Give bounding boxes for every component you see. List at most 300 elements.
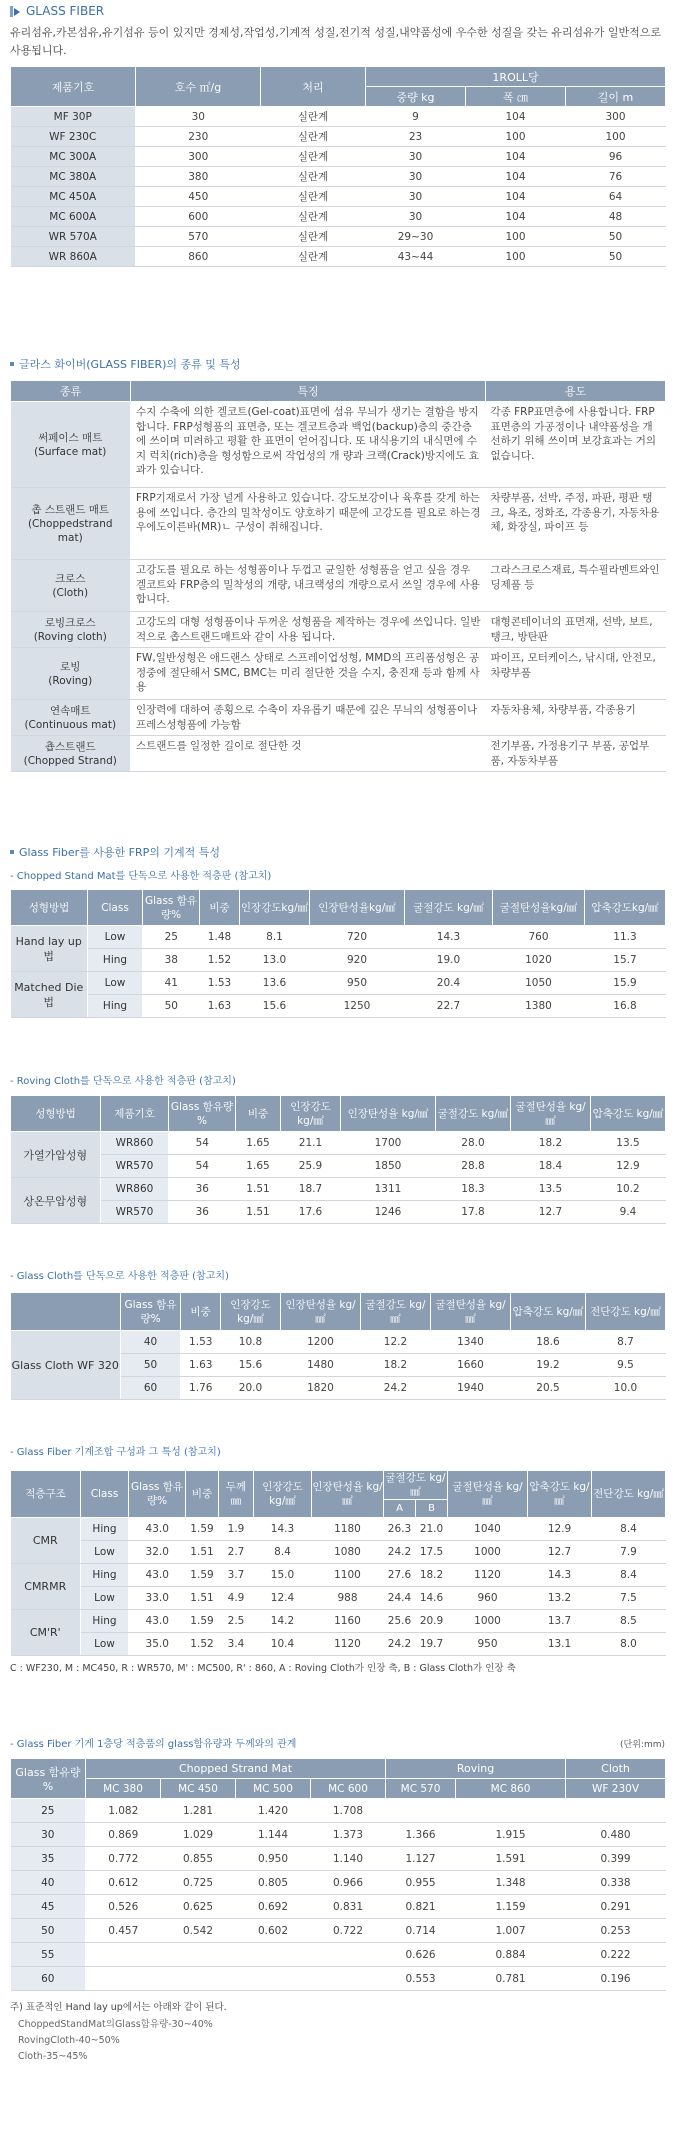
- column-header: 인장강도kg/㎟: [240, 890, 310, 926]
- product-code: MC 380A: [11, 167, 136, 187]
- table-cell: 1.366: [386, 1823, 456, 1847]
- table-cell: 실란계: [261, 147, 366, 167]
- type-use: 파이프, 모터케이스, 낚시대, 안전모, 차량부품: [486, 648, 666, 700]
- table-cell: 28.0: [436, 1132, 511, 1155]
- method-label: 가열가압성형: [11, 1132, 101, 1178]
- table-cell: 1.59: [186, 1564, 219, 1587]
- table-cell: 1.127: [386, 1847, 456, 1871]
- table-cell: 988: [312, 1587, 384, 1610]
- column-header: 비중: [186, 1471, 219, 1518]
- table-row: [11, 949, 666, 972]
- table-row: [11, 1564, 666, 1587]
- table-cell: Low: [81, 1541, 129, 1564]
- table-cell: 실란계: [261, 227, 366, 247]
- table-cell: Hing: [81, 1564, 129, 1587]
- table-row: [11, 1967, 666, 1991]
- table-cell: 1.51: [186, 1587, 219, 1610]
- table-cell: 1.65: [236, 1132, 281, 1155]
- table-cell: 1.9: [219, 1518, 254, 1541]
- table-cell: 1.59: [186, 1518, 219, 1541]
- table-cell: 104: [466, 167, 566, 187]
- table-row: [11, 1541, 666, 1564]
- column-header: 성형방법: [11, 1096, 101, 1132]
- bullet-icon: [10, 850, 14, 854]
- column-header: [11, 1293, 121, 1331]
- table-cell: 1.52: [186, 1633, 219, 1656]
- column-header: 비중: [200, 890, 240, 926]
- type-name: 써페이스 매트 (Surface mat): [11, 402, 131, 488]
- th-glass-content: Glass 함유량 %: [11, 1759, 86, 1799]
- table-row: [11, 1823, 666, 1847]
- table-row: [11, 247, 666, 267]
- table-cell: 1200: [281, 1331, 361, 1354]
- th-feature: 특징: [131, 381, 486, 402]
- table-cell: 14.6: [416, 1587, 448, 1610]
- table-cell: [161, 1967, 236, 1991]
- column-header: 적층구조: [11, 1471, 81, 1518]
- table-cell: 18.7: [281, 1178, 341, 1201]
- table-cell: 1.59: [186, 1610, 219, 1633]
- table-cell: 0.553: [386, 1967, 456, 1991]
- table-cell: 1480: [281, 1354, 361, 1377]
- table-cell: 14.3: [254, 1518, 312, 1541]
- table-cell: 50: [143, 995, 200, 1018]
- type-feature: 수지 수축에 의한 겔코트(Gel-coat)표면에 섬유 무늬가 생기는 결함을 방지합니다. FRP성형품의 표면층, 또는 겔코트층과 백업(backup)층의 중간층에 쓰이며 미려하고 평활 한 표면이 얻어집니다. 또 내식용기의 내식면에 수지 럭치(rich)층을 형성함으로써 작업성의 개 량과 크랙(Crack)방지에도 효과가 있습니다.: [131, 402, 486, 488]
- table-cell: 920: [310, 949, 405, 972]
- table-cell: 0.253: [566, 1919, 666, 1943]
- type-use: 대형콘테이너의 표면재, 선박, 보트, 탱크, 방탄판: [486, 612, 666, 648]
- table-cell: 40: [11, 1871, 86, 1895]
- table-cell: 0.612: [86, 1871, 161, 1895]
- bullet-icon: [10, 362, 14, 366]
- method-label: Matched Die법: [11, 972, 88, 1018]
- table-row: [11, 107, 666, 127]
- table-row: [11, 972, 666, 995]
- table-cell: 12.9: [591, 1155, 666, 1178]
- table-cell: 8.4: [254, 1541, 312, 1564]
- type-name: 춉스트랜드 (Chopped Strand): [11, 736, 131, 772]
- table-cell: 100: [466, 247, 566, 267]
- table-cell: 35: [11, 1847, 86, 1871]
- th-count: 호수 ㎡/g: [136, 67, 261, 107]
- table-cell: 300: [136, 147, 261, 167]
- type-use: 전기부품, 가정용기구 부품, 공업부품, 자동차부품: [486, 736, 666, 772]
- table-cell: 26.3: [384, 1518, 416, 1541]
- column-header: 두께 ㎜: [219, 1471, 254, 1518]
- table-cell: 1.76: [181, 1377, 221, 1400]
- table-cell: 1.708: [311, 1799, 386, 1823]
- table-cell: 8.4: [592, 1564, 666, 1587]
- table-row: [11, 402, 666, 488]
- table-row: [11, 147, 666, 167]
- thickness-section: [10, 1735, 665, 2065]
- table-cell: 실란계: [261, 187, 366, 207]
- table-cell: 18.2: [416, 1564, 448, 1587]
- th-width: 폭 ㎝: [466, 87, 566, 107]
- type-use: 각종 FRP표면층에 사용합니다. FRP표면층의 가공정이나 내약품성을 개선하기 위해 쓰이며 보강효과는 거의 없습니다.: [486, 402, 666, 488]
- th-treat: 처리: [261, 67, 366, 107]
- table-cell: 0.966: [311, 1871, 386, 1895]
- table-cell: 600: [136, 207, 261, 227]
- column-header: MC 380: [86, 1779, 161, 1799]
- table-cell: Low: [88, 972, 143, 995]
- table-cell: 8.1: [240, 926, 310, 949]
- table-cell: 0.399: [566, 1847, 666, 1871]
- table-cell: 18.2: [361, 1354, 431, 1377]
- table-cell: 50: [566, 247, 666, 267]
- mechanical-section: [10, 844, 665, 1018]
- table-cell: 1.65: [236, 1155, 281, 1178]
- th-length: 길이 m: [566, 87, 666, 107]
- table-cell: 2.5: [219, 1610, 254, 1633]
- table-cell: 25: [143, 926, 200, 949]
- column-header: 인장강도 kg/㎟: [281, 1096, 341, 1132]
- table-cell: 9: [366, 107, 466, 127]
- table-cell: 43.0: [129, 1610, 186, 1633]
- table-cell: 8.7: [586, 1331, 666, 1354]
- column-header: Class: [81, 1471, 129, 1518]
- column-header: 비중: [236, 1096, 281, 1132]
- column-header: MC 600: [311, 1779, 386, 1799]
- th-roving: Roving: [386, 1759, 566, 1779]
- table-cell: 16.8: [585, 995, 666, 1018]
- table-cell: 30: [366, 207, 466, 227]
- table-cell: 570: [136, 227, 261, 247]
- table-cell: WR860: [101, 1132, 169, 1155]
- th-weight: 중량 kg: [366, 87, 466, 107]
- column-header: 성형방법: [11, 890, 88, 926]
- combination-note: C : WF230, M : MC450, R : WR570, M' : MC500, R' : 860, A : Roving Cloth가 인장 축, B : Glass Cloth가 인장 축: [10, 1663, 516, 1674]
- roving-cloth-section: [10, 1072, 665, 1224]
- table-cell: 27.6: [384, 1564, 416, 1587]
- table-cell: 0.692: [236, 1895, 311, 1919]
- table-cell: 1.348: [456, 1871, 566, 1895]
- table-cell: 1000: [448, 1541, 528, 1564]
- table-cell: 실란계: [261, 127, 366, 147]
- table-cell: 1000: [448, 1610, 528, 1633]
- table-cell: 8.0: [592, 1633, 666, 1656]
- thickness-subtitle: - Glass Fiber 기게 1층당 적층품의 glass함유량과 두께와의 관계: [10, 1739, 297, 1750]
- table-cell: 30: [366, 167, 466, 187]
- table-cell: 14.2: [254, 1610, 312, 1633]
- table-cell: 0.772: [86, 1847, 161, 1871]
- table-cell: 50: [566, 227, 666, 247]
- table-cell: 19.7: [416, 1633, 448, 1656]
- column-header: 인장강도 kg/㎟: [221, 1293, 281, 1331]
- column-header: 압축강도kg/㎟: [585, 890, 666, 926]
- table-cell: 15.6: [240, 995, 310, 1018]
- table-cell: 0.855: [161, 1847, 236, 1871]
- type-name: 연속매트 (Continuous mat): [11, 700, 131, 736]
- table-cell: 13.6: [240, 972, 310, 995]
- table-cell: 14.3: [405, 926, 493, 949]
- combination-subtitle: - Glass Fiber 기계조합 구성과 그 특성 (참고치): [10, 1447, 221, 1458]
- column-header: 인장탄성율 kg/㎟: [341, 1096, 436, 1132]
- table-cell: [86, 1967, 161, 1991]
- table-cell: 100: [566, 127, 666, 147]
- table-cell: 0.457: [86, 1919, 161, 1943]
- table-cell: 0.338: [566, 1871, 666, 1895]
- table-cell: 1180: [312, 1518, 384, 1541]
- column-header: 굴절탄성율 kg/㎟: [431, 1293, 511, 1331]
- table-cell: 1.915: [456, 1823, 566, 1847]
- table-row: [11, 167, 666, 187]
- column-header: 인장탄성율kg/㎟: [310, 890, 405, 926]
- cloth-label: Glass Cloth WF 320: [11, 1331, 121, 1400]
- table-cell: 22.7: [405, 995, 493, 1018]
- table-cell: 0.714: [386, 1919, 456, 1943]
- table-cell: 10.4: [254, 1633, 312, 1656]
- product-code: MC 300A: [11, 147, 136, 167]
- table-cell: 76: [566, 167, 666, 187]
- table-cell: [161, 1943, 236, 1967]
- table-row: [11, 1518, 666, 1541]
- th-code: 제품기호: [11, 67, 136, 107]
- table-cell: 1.007: [456, 1919, 566, 1943]
- table-cell: 0.222: [566, 1943, 666, 1967]
- table-row: [11, 1633, 666, 1656]
- table-cell: 33.0: [129, 1587, 186, 1610]
- table-cell: 300: [566, 107, 666, 127]
- table-cell: 13.0: [240, 949, 310, 972]
- note-line: RovingCloth-40~50%: [18, 2035, 120, 2046]
- mechanical-title: Glass Fiber를 사용한 FRP의 기계적 특성: [10, 844, 665, 860]
- table-cell: 0.480: [566, 1823, 666, 1847]
- table-cell: 55: [11, 1943, 86, 1967]
- table-cell: 30: [366, 147, 466, 167]
- table-cell: 1.51: [236, 1178, 281, 1201]
- table-cell: 1940: [431, 1377, 511, 1400]
- column-header: 굴절강도 kg/㎟: [385, 1472, 446, 1498]
- structure-label: CM'R': [11, 1610, 81, 1656]
- type-use: 그라스크로스재료, 특수필라멘트와인딩제품 등: [486, 560, 666, 612]
- column-header: 굴절탄성율kg/㎟: [493, 890, 585, 926]
- table-cell: 8.4: [592, 1518, 666, 1541]
- table-cell: 1.51: [236, 1201, 281, 1224]
- table-row: [11, 612, 666, 648]
- table-cell: 950: [448, 1633, 528, 1656]
- column-header: A: [384, 1500, 416, 1518]
- table-cell: 15.9: [585, 972, 666, 995]
- table-cell: [311, 1967, 386, 1991]
- table-cell: 1246: [341, 1201, 436, 1224]
- table-cell: 0.950: [236, 1847, 311, 1871]
- table-cell: 25.6: [384, 1610, 416, 1633]
- table-cell: 38: [143, 949, 200, 972]
- table-row: [11, 227, 666, 247]
- table-row: [11, 995, 666, 1018]
- table-row: [11, 1178, 666, 1201]
- table-cell: 104: [466, 107, 566, 127]
- method-label: 상온무압성형: [11, 1178, 101, 1224]
- column-header: 굴절강도 kg/㎟: [405, 890, 493, 926]
- column-header: B: [416, 1500, 448, 1518]
- table-cell: 15.0: [254, 1564, 312, 1587]
- roving-table: [10, 1095, 666, 1224]
- table-cell: 1380: [493, 995, 585, 1018]
- table-cell: 3.7: [219, 1564, 254, 1587]
- table-cell: 1.029: [161, 1823, 236, 1847]
- column-header: 인장탄성율 kg/㎟: [281, 1293, 361, 1331]
- table-cell: Hing: [81, 1518, 129, 1541]
- table-cell: 0.602: [236, 1919, 311, 1943]
- table-cell: 15.6: [221, 1354, 281, 1377]
- product-table: [10, 66, 666, 267]
- table-cell: Hing: [88, 995, 143, 1018]
- table-cell: 20.5: [511, 1377, 586, 1400]
- table-cell: 1160: [312, 1610, 384, 1633]
- table-cell: 13.5: [511, 1178, 591, 1201]
- column-header: MC 570: [386, 1779, 456, 1799]
- table-cell: 30: [136, 107, 261, 127]
- table-row: [11, 207, 666, 227]
- table-cell: 1120: [448, 1564, 528, 1587]
- table-cell: 24.2: [384, 1541, 416, 1564]
- type-name: 크로스 (Cloth): [11, 560, 131, 612]
- table-cell: 24.2: [361, 1377, 431, 1400]
- column-header: Glass 함유량%: [129, 1471, 186, 1518]
- table-cell: 760: [493, 926, 585, 949]
- table-row: [11, 648, 666, 700]
- table-cell: 9.4: [591, 1201, 666, 1224]
- table-row: [11, 1919, 666, 1943]
- table-cell: 230: [136, 127, 261, 147]
- type-feature: FRP기재로서 가장 널게 사용하고 있습니다. 강도보강이나 육후를 갖게 하는 용에 쓰입니다. 층간의 밀착성이도 양호하기 때문에 고강도를 필요로 하는경우에도이른바(MR)ㄴ 구성이 취해집니다.: [131, 488, 486, 560]
- table-cell: 54: [169, 1155, 236, 1178]
- table-row: [11, 1610, 666, 1633]
- table-cell: Low: [81, 1633, 129, 1656]
- table-cell: 45: [11, 1895, 86, 1919]
- table-cell: 48: [566, 207, 666, 227]
- table-cell: 720: [310, 926, 405, 949]
- th-use: 용도: [486, 381, 666, 402]
- table-cell: 21.0: [416, 1518, 448, 1541]
- table-cell: 25.9: [281, 1155, 341, 1178]
- table-cell: 10.2: [591, 1178, 666, 1201]
- note-line: Cloth-35~45%: [18, 2051, 88, 2062]
- table-cell: Low: [88, 926, 143, 949]
- product-code: MF 30P: [11, 107, 136, 127]
- table-cell: 1.373: [311, 1823, 386, 1847]
- table-cell: 32.0: [129, 1541, 186, 1564]
- table-cell: 1080: [312, 1541, 384, 1564]
- table-cell: WR860: [101, 1178, 169, 1201]
- table-cell: 43.0: [129, 1518, 186, 1541]
- types-section: [10, 356, 665, 772]
- product-code: WR 570A: [11, 227, 136, 247]
- glass-cloth-table: [10, 1292, 666, 1400]
- column-header: 인장강도 kg/㎟: [254, 1471, 312, 1518]
- column-header: 인장탄성율 kg/㎟: [312, 1471, 384, 1518]
- table-cell: 17.5: [416, 1541, 448, 1564]
- column-header: 압축강도 kg/㎟: [591, 1096, 666, 1132]
- note-line: 주) 표준적인 Hand lay up에서는 아래와 같이 된다.: [10, 2002, 227, 2013]
- column-header: 굴절강도 kg/㎟: [361, 1293, 431, 1331]
- table-cell: 64: [566, 187, 666, 207]
- table-cell: 14.3: [528, 1564, 592, 1587]
- table-row: [11, 127, 666, 147]
- table-cell: 100: [466, 127, 566, 147]
- table-cell: 10.0: [586, 1377, 666, 1400]
- table-cell: 25: [11, 1799, 86, 1823]
- th-csm: Chopped Strand Mat: [86, 1759, 386, 1779]
- table-cell: 1.082: [86, 1799, 161, 1823]
- table-cell: 50: [11, 1919, 86, 1943]
- table-cell: 1.420: [236, 1799, 311, 1823]
- table-cell: 13.5: [591, 1132, 666, 1155]
- table-cell: 15.7: [585, 949, 666, 972]
- unit-label: (단위:mm): [620, 1740, 665, 1750]
- table-cell: 41: [143, 972, 200, 995]
- glass-fiber-section: [10, 4, 665, 267]
- table-cell: 36: [169, 1178, 236, 1201]
- table-cell: 10.8: [221, 1331, 281, 1354]
- table-cell: 1.52: [200, 949, 240, 972]
- table-cell: 1.53: [200, 972, 240, 995]
- table-cell: 18.3: [436, 1178, 511, 1201]
- column-header: MC 860: [456, 1779, 566, 1799]
- table-cell: 18.4: [511, 1155, 591, 1178]
- table-cell: 실란계: [261, 247, 366, 267]
- table-cell: 9.5: [586, 1354, 666, 1377]
- table-cell: 30: [11, 1823, 86, 1847]
- table-row: [11, 1847, 666, 1871]
- table-row: [11, 700, 666, 736]
- table-cell: 19.2: [511, 1354, 586, 1377]
- table-row: [11, 488, 666, 560]
- table-cell: 0.884: [456, 1943, 566, 1967]
- table-cell: 21.1: [281, 1132, 341, 1155]
- table-row: [11, 1943, 666, 1967]
- table-row: [11, 1895, 666, 1919]
- table-cell: 960: [448, 1587, 528, 1610]
- table-row: [11, 1799, 666, 1823]
- table-cell: 104: [466, 147, 566, 167]
- table-cell: 1.140: [311, 1847, 386, 1871]
- column-header: 굴절탄성율 kg/㎟: [448, 1471, 528, 1518]
- table-cell: 12.4: [254, 1587, 312, 1610]
- product-code: WF 230C: [11, 127, 136, 147]
- thickness-table: [10, 1758, 666, 1991]
- combination-table: [10, 1470, 666, 1656]
- table-row: [11, 926, 666, 949]
- roving-subtitle: - Roving Cloth를 단독으로 사용한 적층판 (참고치): [10, 1076, 236, 1087]
- structure-label: CMRMR: [11, 1564, 81, 1610]
- table-cell: 0.955: [386, 1871, 456, 1895]
- table-cell: 20.9: [416, 1610, 448, 1633]
- table-cell: 0.526: [86, 1895, 161, 1919]
- table-cell: 실란계: [261, 207, 366, 227]
- table-cell: 43.0: [129, 1564, 186, 1587]
- type-name: 로빙 (Roving): [11, 648, 131, 700]
- table-cell: 0.805: [236, 1871, 311, 1895]
- type-name: 로빙크로스 (Roving cloth): [11, 612, 131, 648]
- table-cell: 1020: [493, 949, 585, 972]
- table-row: [11, 1587, 666, 1610]
- table-cell: 1311: [341, 1178, 436, 1201]
- table-cell: Low: [81, 1587, 129, 1610]
- table-cell: 12.7: [511, 1201, 591, 1224]
- table-cell: 12.7: [528, 1541, 592, 1564]
- table-cell: 1340: [431, 1331, 511, 1354]
- table-cell: 11.3: [585, 926, 666, 949]
- table-cell: 36: [169, 1201, 236, 1224]
- column-header: MC 450: [161, 1779, 236, 1799]
- table-cell: 7.9: [592, 1541, 666, 1564]
- table-cell: 1050: [493, 972, 585, 995]
- table-cell: 24.2: [384, 1633, 416, 1656]
- table-cell: 380: [136, 167, 261, 187]
